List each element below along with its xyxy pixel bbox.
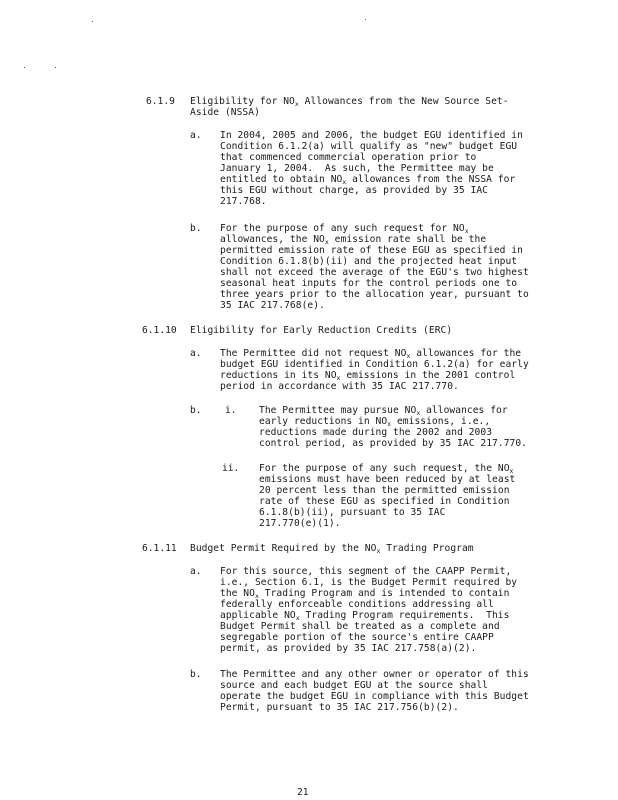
section-heading: Eligibility for $NO_x$ Allowances from the New Source Set- — [190, 96, 509, 108]
text-line: early reductions in $NO_x$ emissions, i.e., — [259, 416, 491, 428]
text-line: Permit, pursuant to 35 IAC 217.756(b)(2). — [220, 702, 459, 713]
text-line: In 2004, 2005 and 2006, the budget EGU identified in — [220, 130, 523, 141]
text-line: 35 IAC 217.768(e). — [220, 300, 325, 311]
text-line: The Permittee may pursue $NO_x$ allowances for — [259, 405, 508, 417]
text-line: seasonal heat inputs for the control periods one to — [220, 278, 518, 289]
item-marker: b. — [190, 669, 202, 680]
text-line: permitted emission rate of these EGU as specified in — [220, 245, 523, 256]
item-marker: a. — [190, 348, 202, 359]
text-line: rate of these EGU as specified in Condition — [259, 496, 510, 507]
subitem-marker: i. — [225, 405, 237, 416]
section-number: 6.1.11 — [142, 543, 177, 554]
text-line: operate the budget EGU in compliance with this Budget — [220, 691, 529, 702]
section-number: 6.1.10 — [142, 325, 177, 336]
section-number: 6.1.9 — [146, 96, 175, 107]
text-line: emissions must have been reduced by at least — [259, 474, 516, 485]
text-line: reductions made during the 2002 and 2003 — [259, 427, 493, 438]
scan-speck — [365, 19, 366, 20]
text-line: i.e., Section 6.1, is the Budget Permit required by — [220, 577, 518, 588]
text-line: reductions in its $NO_x$ emissions in the 2001 control — [220, 370, 516, 382]
text-line: source and each budget EGU at the source shall — [220, 680, 488, 691]
text-line: three years prior to the allocation year, pursuant to — [220, 289, 529, 300]
section-heading: Eligibility for Early Reduction Credits (ERC) — [190, 325, 453, 336]
text-line: Condition 6.1.8(b)(ii) and the projected heat input — [220, 256, 518, 267]
text-line: allowances, the $NO_x$ emission rate shall be the — [220, 234, 487, 246]
text-line: budget EGU identified in Condition 6.1.2(a) for early — [220, 359, 529, 370]
text-line: segregable portion of the source's entire CAAPP — [220, 632, 494, 643]
item-marker: b. — [190, 223, 202, 234]
page-number: 21 — [297, 787, 309, 798]
scan-speck — [92, 21, 93, 22]
text-line: federally enforceable conditions addressing all — [220, 599, 494, 610]
text-line: 6.1.8(b)(ii), pursuant to 35 IAC — [259, 507, 446, 518]
text-line: period in accordance with 35 IAC 217.770. — [220, 381, 459, 392]
text-line: that commenced commercial operation prior to — [220, 152, 477, 163]
text-line: 217.770(e)(1). — [259, 518, 341, 529]
text-line: The Permittee and any other owner or operator of this — [220, 669, 529, 680]
text-line: the $NO_x$ Trading Program and is intended to contain — [220, 588, 510, 600]
text-line: For the purpose of any such request for $NO_x$ — [220, 223, 469, 235]
item-marker: b. — [190, 405, 202, 416]
text-line: Budget Permit shall be treated as a complete and — [220, 621, 500, 632]
scan-speck — [55, 67, 56, 68]
text-line: shall not exceed the average of the EGU's two highest — [220, 267, 529, 278]
text-line: Condition 6.1.2(a) will qualify as "new" budget EGU — [220, 141, 518, 152]
text-line: this EGU without charge, as provided by 35 IAC — [220, 185, 488, 196]
section-heading: Budget Permit Required by the $NO_x$ Trading Program — [190, 543, 474, 555]
text-line: applicable $NO_x$ Trading Program requirements. This — [220, 610, 510, 622]
text-line: January 1, 2004. As such, the Permittee may be — [220, 163, 494, 174]
text-line: 217.768. — [220, 196, 267, 207]
scan-speck — [24, 67, 25, 68]
item-marker: a. — [190, 130, 202, 141]
text-line: permit, as provided by 35 IAC 217.758(a)(2). — [220, 643, 477, 654]
text-line: For this source, this segment of the CAAPP Permit, — [220, 566, 512, 577]
text-line: entitled to obtain $NO_x$ allowances from the NSSA for — [220, 174, 516, 186]
section-heading: Aside (NSSA) — [190, 107, 260, 118]
item-marker: a. — [190, 566, 202, 577]
text-line: The Permittee did not request $NO_x$ allowances for the — [220, 348, 522, 360]
text-line: For the purpose of any such request, the $NO_x$ — [259, 463, 514, 475]
text-line: 20 percent less than the permitted emission — [259, 485, 510, 496]
subitem-marker: ii. — [222, 463, 240, 474]
text-line: control period, as provided by 35 IAC 217.770. — [259, 438, 527, 449]
